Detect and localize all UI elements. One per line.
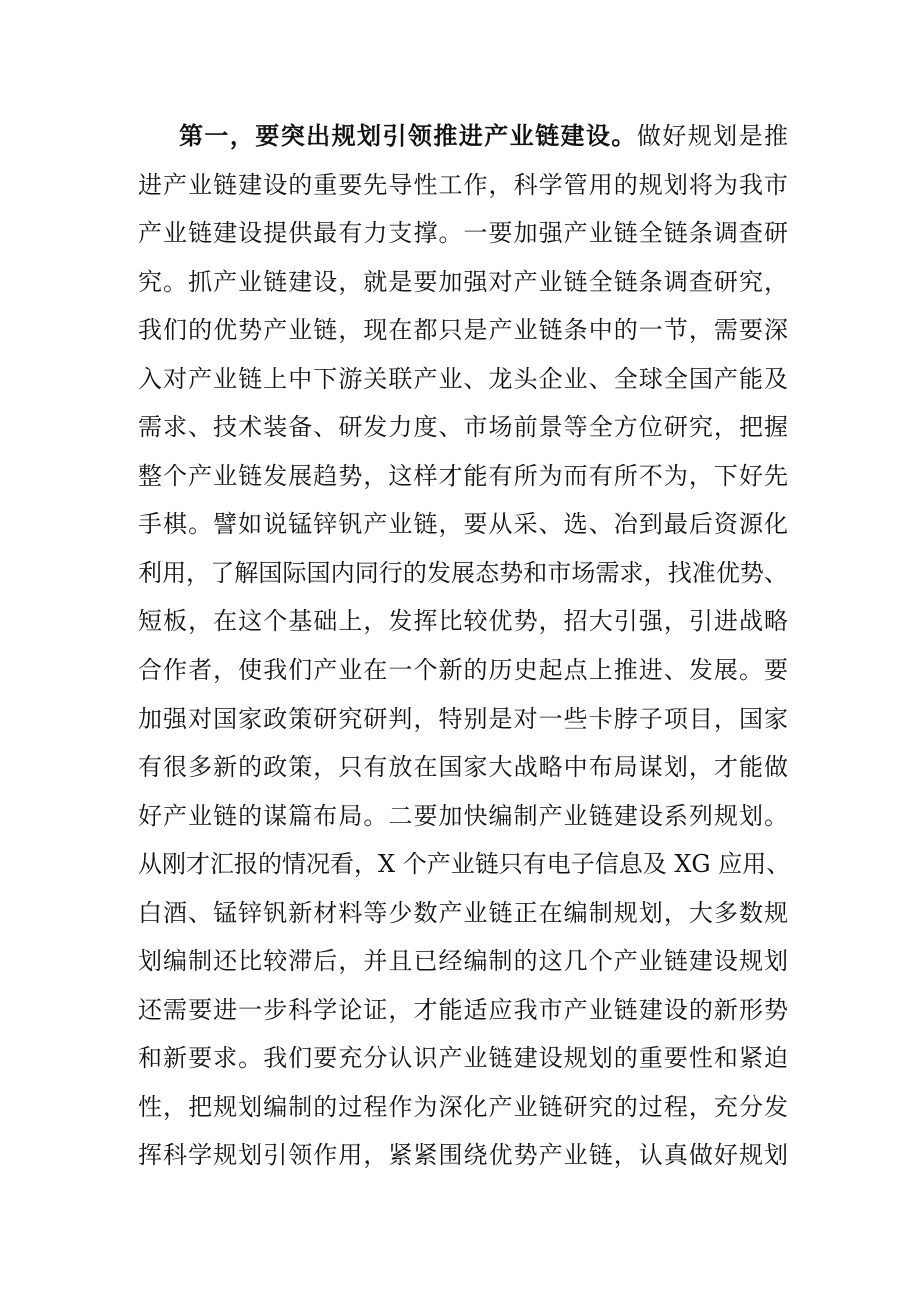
text-line: 产业链建设提供最有力支撑。一要加强产业链全链条调查研: [138, 219, 788, 248]
first-line-text: 做好规划是推: [636, 122, 789, 150]
text-line: 短板，在这个基础上，发挥比较优势，招大引强，引进战略: [138, 607, 788, 636]
text-line: 利用，了解国际国内同行的发展态势和市场需求，找准优势、: [138, 558, 788, 587]
text-line: 需求、技术装备、研发力度、市场前景等全方位研究，把握: [138, 413, 788, 442]
text-line: 我们的优势产业链，现在都只是产业链条中的一节，需要深: [138, 316, 788, 345]
text-line: 入对产业链上中下游关联产业、龙头企业、全球全国产能及: [138, 364, 788, 393]
text-line: 进产业链建设的重要先导性工作，科学管用的规划将为我市: [138, 170, 788, 199]
text-line: 究。抓产业链建设，就是要加强对产业链全链条调查研究，: [138, 267, 788, 296]
text-line: 整个产业链发展趋势，这样才能有所为而有所不为，下好先: [138, 461, 788, 490]
text-line: 划编制还比较滞后，并且已经编制的这几个产业链建设规划: [138, 947, 788, 976]
body-text: [138, 112, 791, 1180]
text-line: 合作者，使我们产业在一个新的历史起点上推进、发展。要: [138, 656, 788, 685]
text-line: 有很多新的政策，只有放在国家大战略中布局谋划，才能做: [138, 753, 788, 782]
paragraph-first-line: [138, 112, 788, 161]
text-line: 还需要进一步科学论证，才能适应我市产业链建设的新形势: [138, 995, 788, 1024]
text-line: 从刚才汇报的情况看，X 个产业链只有电子信息及 XG 应用、: [138, 850, 791, 879]
section-heading: 第一，要突出规划引领推进产业链建设。: [179, 121, 637, 150]
text-line: 性，把规划编制的过程作为深化产业链研究的过程，充分发: [138, 1092, 788, 1121]
text-line: 手棋。譬如说锰锌钒产业链，要从采、选、冶到最后资源化: [138, 510, 788, 539]
text-line: 好产业链的谋篇布局。二要加快编制产业链建设系列规划。: [138, 801, 788, 830]
text-line: 加强对国家政策研究研判，特别是对一些卡脖子项目，国家: [138, 704, 788, 733]
text-line: 挥科学规划引领作用，紧紧围绕优势产业链，认真做好规划: [138, 1141, 788, 1170]
text-line: 和新要求。我们要充分认识产业链建设规划的重要性和紧迫: [138, 1044, 788, 1073]
text-line: 白酒、锰锌钒新材料等少数产业链正在编制规划，大多数规: [138, 898, 788, 927]
